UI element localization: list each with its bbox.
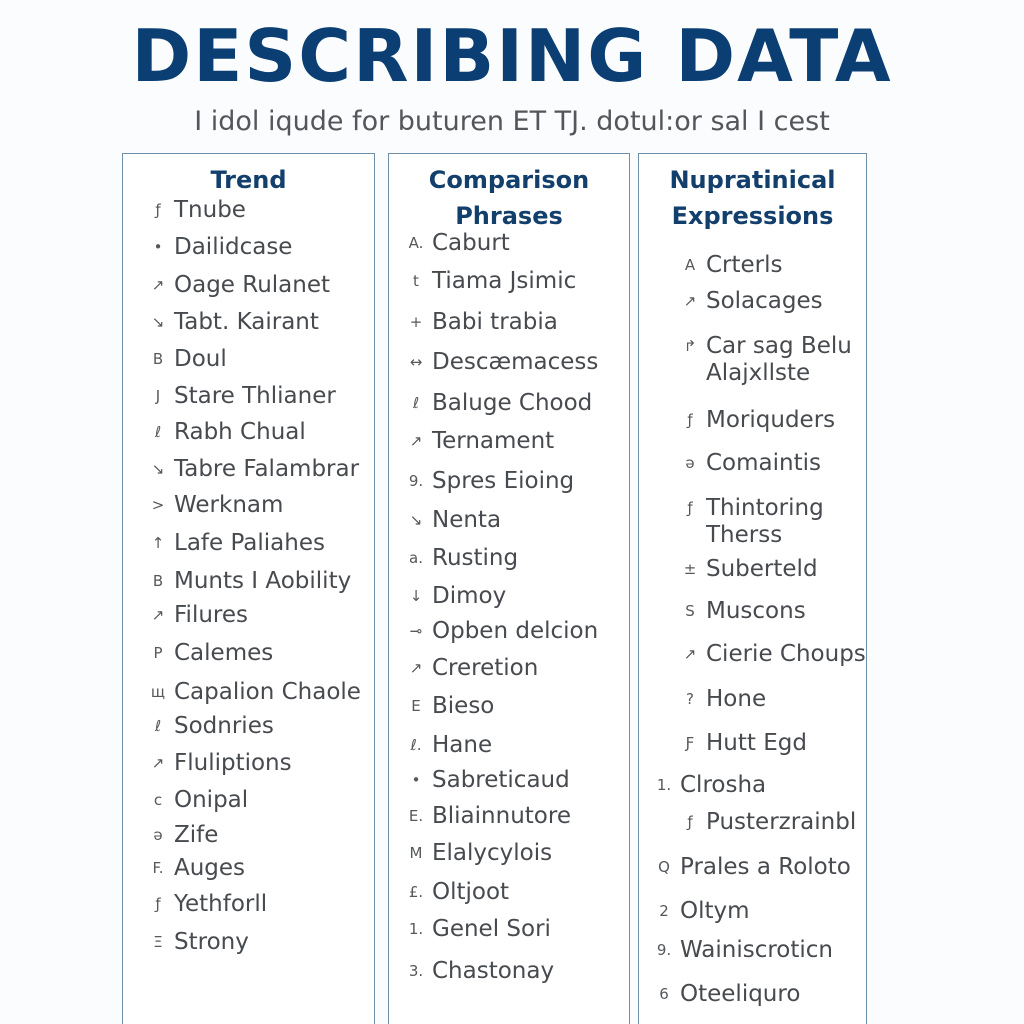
list-item-label: Capalion Chaole [174, 679, 361, 705]
list-item-label: Babi trabia [432, 309, 558, 335]
list-item-label: Dailidcase [174, 234, 293, 260]
list-item [678, 729, 863, 757]
list-item-label: Crterls [706, 252, 783, 278]
list-marker-icon: a. [409, 549, 423, 567]
list-item-label: Moriquders [706, 407, 836, 433]
column-heading: Trend [210, 166, 287, 194]
list-item [146, 854, 371, 882]
list-marker-icon: B [152, 572, 164, 590]
list-marker-icon: Ξ [153, 933, 163, 951]
list-item-label: Onipal [174, 787, 249, 813]
list-item [404, 389, 626, 417]
list-item-label: Ternament [432, 428, 555, 454]
list-marker-icon: 3. [408, 962, 424, 980]
list-item [404, 229, 626, 257]
list-marker-icon: 9. [656, 941, 672, 959]
list-item-label: Bieso [432, 693, 495, 719]
list-item [404, 692, 626, 720]
list-marker-icon: 1. [656, 776, 672, 794]
list-marker-icon: ↔ [409, 353, 423, 371]
list-item [404, 308, 626, 336]
list-item [652, 936, 863, 964]
list-item [652, 897, 863, 925]
list-item-label: Genel Sori [432, 916, 551, 942]
list-marker-icon: ↓ [409, 587, 423, 605]
list-marker-icon: E [411, 697, 421, 715]
list-item [146, 308, 371, 336]
column-heading: Comparison [428, 166, 590, 194]
list-item-label-continued: Therss [706, 522, 783, 548]
list-item [678, 449, 863, 477]
list-item [652, 771, 863, 799]
page-subtitle: I idol iqude for buturen ET TJ. dotul:or sal I cest [194, 106, 830, 137]
list-marker-icon: ℓ [154, 423, 162, 441]
list-item [146, 678, 371, 706]
list-item-label: Hane [432, 732, 493, 758]
list-item-label: Auges [174, 855, 246, 881]
list-item-label: Calemes [174, 640, 274, 666]
list-item-label: Wainiscroticn [680, 937, 834, 963]
list-marker-icon: ↘ [409, 511, 423, 529]
list-item [404, 802, 626, 830]
list-marker-icon: ↗ [683, 292, 697, 310]
list-item [678, 494, 863, 550]
list-marker-icon: ə [685, 454, 695, 472]
list-marker-icon: > [151, 496, 165, 514]
list-item [146, 418, 371, 446]
list-item [146, 639, 371, 667]
list-item-label: Lafe Paliahes [174, 530, 325, 556]
list-marker-icon: 1. [408, 920, 424, 938]
list-item [146, 786, 371, 814]
list-item-label: Solacages [706, 288, 823, 314]
list-marker-icon: M [409, 844, 423, 862]
list-item-label: Munts I Aobility [174, 568, 352, 594]
list-item [678, 555, 863, 583]
list-item-label: Cierie Choups [706, 641, 866, 667]
list-marker-icon: ? [686, 690, 694, 708]
list-item [404, 654, 626, 682]
list-marker-icon: ƒ [687, 499, 693, 517]
list-item-label: Dimoy [432, 583, 507, 609]
list-marker-icon: ↱ [683, 337, 697, 355]
list-item [652, 853, 863, 881]
list-marker-icon: ↗ [151, 276, 165, 294]
list-item [678, 597, 863, 625]
list-marker-icon: P [153, 644, 163, 662]
list-item [678, 640, 866, 668]
list-marker-icon: Ƒ [685, 734, 695, 752]
list-item-label: Caburt [432, 230, 510, 256]
list-item-label: Oage Rulanet [174, 272, 331, 298]
list-item-label: Clrosha [680, 772, 767, 798]
list-marker-icon: ℓ. [410, 736, 422, 754]
list-marker-icon: ℓ [412, 394, 420, 412]
list-item-label: Spres Eioing [432, 468, 575, 494]
list-marker-icon: ↗ [409, 432, 423, 450]
list-item-label: Yethforll [174, 891, 268, 917]
list-item-label: Descæmacess [432, 349, 599, 375]
list-item [146, 271, 371, 299]
list-item [146, 529, 371, 557]
list-item [404, 731, 626, 759]
list-item-label: Stare Thlianer [174, 383, 336, 409]
list-item [404, 766, 626, 794]
list-item [146, 491, 371, 519]
list-item [404, 915, 626, 943]
list-marker-icon: ↗ [151, 754, 165, 772]
list-marker-icon: A. [408, 234, 424, 252]
list-item [404, 957, 626, 985]
list-item-label: Sodnries [174, 713, 274, 739]
list-marker-icon: ↗ [683, 645, 697, 663]
list-item [404, 582, 626, 610]
list-marker-icon: £. [408, 883, 424, 901]
list-item [404, 348, 626, 376]
list-marker-icon: • [411, 771, 421, 789]
list-item [146, 567, 371, 595]
list-item [404, 878, 626, 906]
list-item [678, 287, 863, 315]
list-item-label: Oteeliquro [680, 981, 801, 1007]
list-item-label: Pusterzrainbl [706, 809, 857, 835]
list-marker-icon: ↗ [409, 659, 423, 677]
list-marker-icon: + [409, 313, 423, 331]
list-marker-icon: 2 [659, 902, 669, 920]
list-item-label: Rabh Chual [174, 419, 306, 445]
list-marker-icon: J [155, 387, 161, 405]
list-item-label: Sabreticaud [432, 767, 570, 793]
list-item [146, 196, 371, 224]
column-heading: Phrases [455, 202, 563, 230]
list-item [146, 345, 371, 373]
list-item-label: Doul [174, 346, 227, 372]
list-marker-icon: ↘ [151, 313, 165, 331]
list-marker-icon: ƒ [155, 895, 161, 913]
list-item-label: Bliainnutore [432, 803, 571, 829]
list-item-label: Filures [174, 602, 248, 628]
list-item [146, 455, 371, 483]
list-item-label: Tiama Jsimic [432, 268, 577, 294]
list-item-label: Hone [706, 686, 767, 712]
list-item [678, 406, 863, 434]
list-item [146, 233, 371, 261]
list-item [404, 427, 626, 455]
list-marker-icon: ↘ [151, 460, 165, 478]
list-item-label: Baluge Chood [432, 390, 593, 416]
list-item-label: Hutt Egd [706, 730, 807, 756]
list-item-label: Suberteld [706, 556, 818, 582]
list-marker-icon: ↑ [151, 534, 165, 552]
list-marker-icon: ℓ [154, 717, 162, 735]
list-item [678, 685, 863, 713]
list-marker-icon: ± [683, 560, 697, 578]
list-item-label-continued: Alajxllste [706, 360, 811, 386]
list-item-label: Car sag Belu [706, 333, 852, 359]
list-item-label: Fluliptions [174, 750, 292, 776]
list-item-label: Oltjoot [432, 879, 510, 905]
list-marker-icon: 9. [408, 472, 424, 490]
list-marker-icon: ↗ [151, 606, 165, 624]
list-item-label: Rusting [432, 545, 519, 571]
list-item-label: Opben delcion [432, 618, 599, 644]
list-marker-icon: c [153, 791, 163, 809]
list-marker-icon: ⊸ [409, 622, 423, 640]
list-item-label: Comaintis [706, 450, 821, 476]
list-marker-icon: • [153, 238, 163, 256]
list-marker-icon: F. [152, 859, 164, 877]
list-item [678, 251, 863, 279]
list-item-label: Tabt. Kairant [174, 309, 319, 335]
list-item [146, 928, 371, 956]
list-item [678, 808, 863, 836]
list-marker-icon: A [684, 256, 696, 274]
list-item [404, 267, 626, 295]
list-marker-icon: S [685, 602, 695, 620]
list-item-label: Zife [174, 822, 219, 848]
numerical-expressions-column [638, 153, 867, 1024]
list-item-label: Chastonay [432, 958, 555, 984]
list-item [146, 601, 371, 629]
list-item [146, 821, 371, 849]
list-item-label: Nenta [432, 507, 502, 533]
list-item [146, 382, 371, 410]
list-item-label: Elalycylois [432, 840, 553, 866]
list-marker-icon: Q [658, 858, 670, 876]
list-item-label: Oltym [680, 898, 750, 924]
list-item-label: Creretion [432, 655, 539, 681]
list-marker-icon: щ [150, 683, 166, 701]
list-item [652, 980, 863, 1008]
column-heading: Expressions [671, 202, 834, 230]
list-item-label: Tabre Falambrar [174, 456, 360, 482]
list-item [404, 467, 626, 495]
list-item-label: Prales a Roloto [680, 854, 851, 880]
list-item-label: Werknam [174, 492, 284, 518]
list-item [404, 617, 626, 645]
list-marker-icon: ƒ [155, 201, 161, 219]
list-marker-icon: ƒ [687, 411, 693, 429]
list-item [146, 749, 371, 777]
page-title: DESCRIBING DATA [131, 14, 893, 98]
list-item [404, 839, 626, 867]
column-heading: Nupratinical [669, 166, 836, 194]
list-marker-icon: ə [153, 826, 163, 844]
list-item [404, 506, 626, 534]
list-item-label: Tnube [174, 197, 246, 223]
list-marker-icon: B [152, 350, 164, 368]
list-marker-icon: E. [408, 807, 424, 825]
list-item [678, 332, 863, 388]
list-marker-icon: ƒ [687, 813, 693, 831]
list-marker-icon: 6 [659, 985, 669, 1003]
list-item [146, 712, 371, 740]
list-marker-icon: t [413, 272, 419, 290]
list-item [146, 890, 371, 918]
list-item [404, 544, 626, 572]
list-item-label: Thintoring [706, 495, 824, 521]
list-item-label: Muscons [706, 598, 806, 624]
list-item-label: Strony [174, 929, 249, 955]
